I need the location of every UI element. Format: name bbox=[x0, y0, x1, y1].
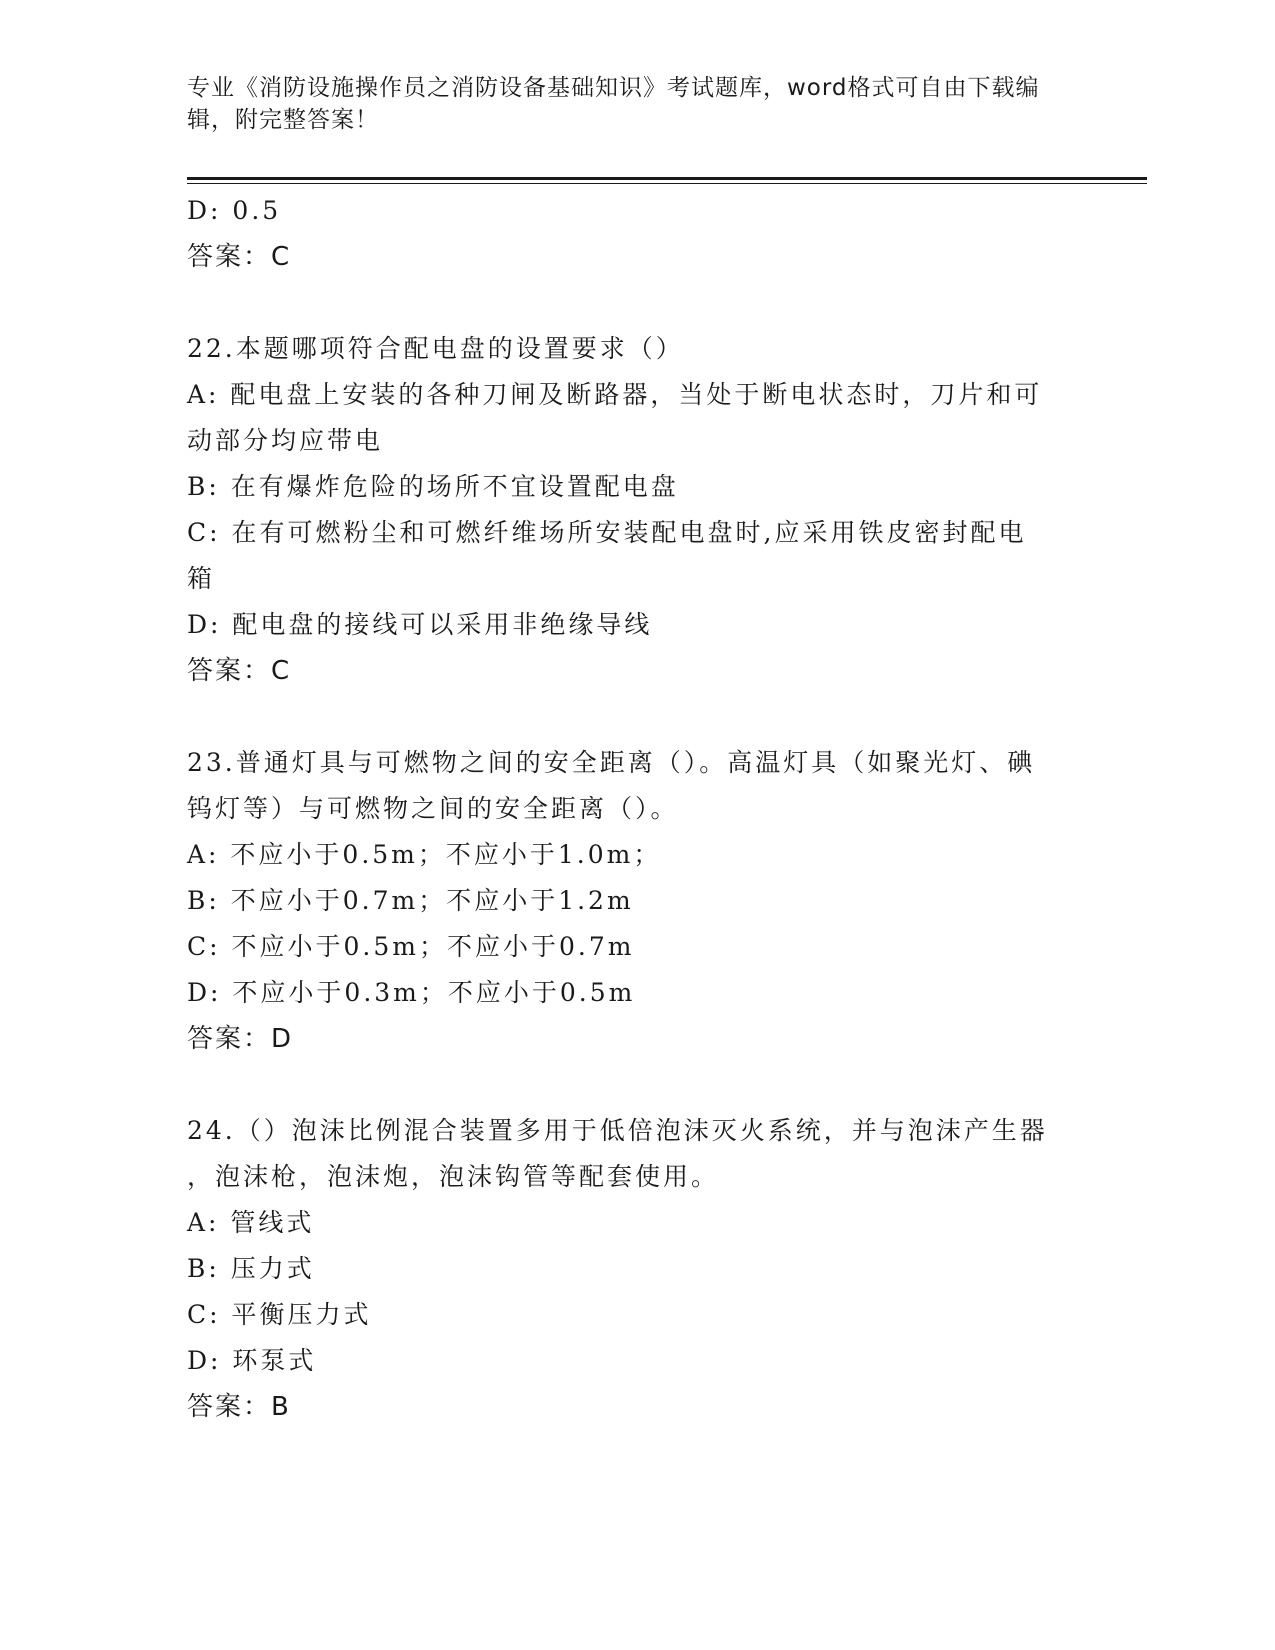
option-c-continued: 箱 bbox=[187, 564, 216, 593]
option-d: D: 配电盘的接线可以采用非绝缘导线 bbox=[187, 610, 653, 639]
option-c: C: 在有可燃粉尘和可燃纤维场所安装配电盘时,应采用铁皮密封配电 bbox=[187, 518, 1027, 547]
answer-line: 答案：B bbox=[187, 1392, 291, 1422]
option-d: D: 不应小于0.3m；不应小于0.5m bbox=[187, 978, 636, 1007]
option-a: A: 管线式 bbox=[187, 1208, 315, 1237]
option-b: B: 在有爆炸危险的场所不宜设置配电盘 bbox=[187, 472, 679, 501]
header-line-2: 辑，附完整答案！ bbox=[187, 107, 379, 133]
option-c: C: 平衡压力式 bbox=[187, 1300, 372, 1329]
question-gap bbox=[187, 1062, 1067, 1108]
question-22 bbox=[187, 326, 1067, 694]
question-gap bbox=[187, 694, 1067, 740]
question-stem: 24.（）泡沫比例混合装置多用于低倍泡沫灭火系统，并与泡沫产生器 bbox=[187, 1116, 1048, 1145]
header-line-1: 专业《消防设施操作员之消防设备基础知识》考试题库，word格式可自由下载编 bbox=[187, 75, 1040, 101]
header-rule-thick bbox=[187, 177, 1147, 180]
option-a: A: 不应小于0.5m；不应小于1.0m； bbox=[187, 840, 662, 869]
question-stem: 22.本题哪项符合配电盘的设置要求（） bbox=[187, 334, 684, 363]
option-c: C: 不应小于0.5m；不应小于0.7m bbox=[187, 932, 635, 961]
answer-line: 答案：C bbox=[187, 242, 292, 272]
answer-line: 答案：D bbox=[187, 1024, 294, 1054]
option-d: D: 环泵式 bbox=[187, 1346, 317, 1375]
option-a: A: 配电盘上安装的各种刀闸及断路器，当处于断电状态时，刀片和可 bbox=[187, 380, 1043, 409]
option-b: B: 不应小于0.7m；不应小于1.2m bbox=[187, 886, 634, 915]
option-d: D: 0.5 bbox=[187, 196, 282, 225]
option-a-continued: 动部分均应带电 bbox=[187, 426, 384, 455]
prev-question-tail bbox=[187, 188, 1067, 280]
document-header bbox=[187, 72, 1067, 136]
question-stem: 23.普通灯具与可燃物之间的安全距离（）。高温灯具（如聚光灯、碘 bbox=[187, 748, 1036, 777]
question-23 bbox=[187, 740, 1067, 1062]
header-rule-thin bbox=[187, 183, 1147, 184]
answer-line: 答案：C bbox=[187, 656, 292, 686]
question-stem-continued: ，泡沫枪，泡沫炮，泡沫钩管等配套使用。 bbox=[187, 1162, 720, 1191]
question-gap bbox=[187, 280, 1067, 326]
question-list bbox=[187, 188, 1067, 1430]
question-stem-continued: 钨灯等）与可燃物之间的安全距离（）。 bbox=[187, 794, 679, 823]
option-b: B: 压力式 bbox=[187, 1254, 315, 1283]
question-24 bbox=[187, 1108, 1067, 1430]
